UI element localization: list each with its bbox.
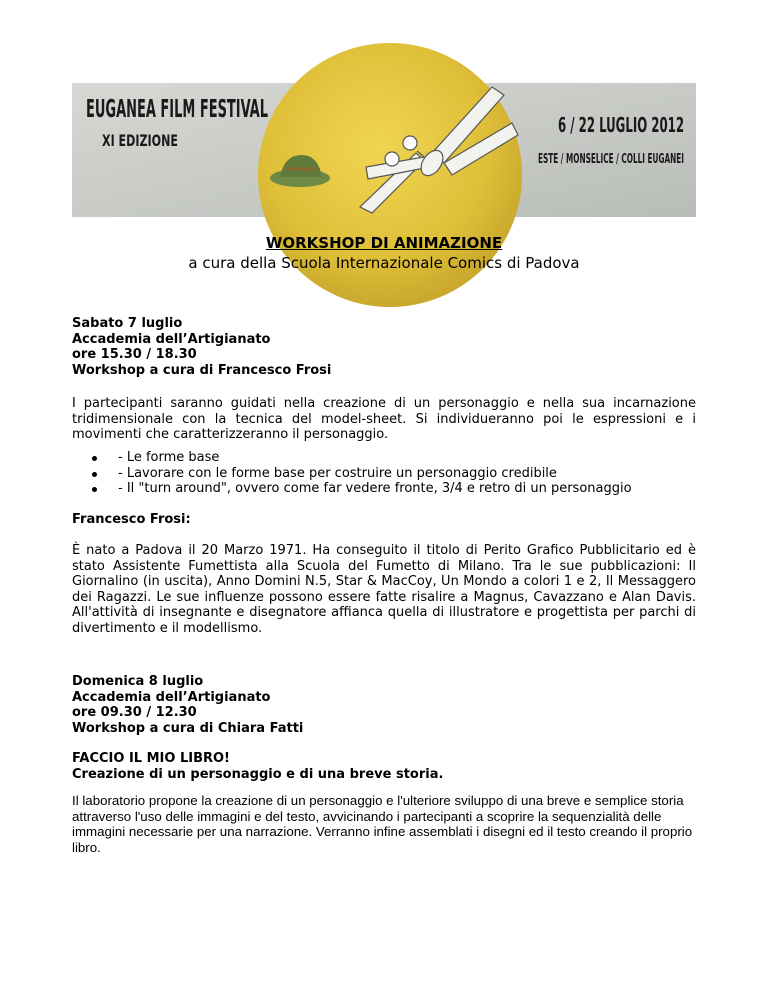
event2-heading: FACCIO IL MIO LIBRO! bbox=[72, 751, 230, 766]
festival-dates: 6 / 22 LUGLIO 2012 bbox=[558, 113, 684, 137]
festival-banner bbox=[72, 83, 696, 217]
event2-time: ore 09.30 / 12.30 bbox=[72, 705, 197, 720]
event1-description: I partecipanti saranno guidati nella creazione di un personaggio e nella sua incarnazione tridimensionale con la tecnica del model-sheet. Si individueranno poi le espressioni e i movimenti che caratterizzeranno il personaggio. bbox=[72, 396, 696, 442]
list-item: - Lavorare con le forme base per costruire un personaggio credibile bbox=[92, 466, 696, 482]
event1-header bbox=[72, 316, 696, 378]
bio-heading: Francesco Frosi: bbox=[72, 512, 191, 527]
page-title: WORKSHOP DI ANIMAZIONE bbox=[265, 234, 503, 252]
event1-day: Sabato 7 luglio bbox=[72, 316, 183, 331]
festival-edition: XI EDIZIONE bbox=[102, 131, 178, 150]
festival-locations: ESTE / MONSELICE / COLLI EUGANEI bbox=[538, 152, 684, 167]
bio-text: È nato a Padova il 20 Marzo 1971. Ha conseguito il titolo di Perito Grafico Pubblicitario ed è stato Assistente Fumettista alla Scuola del Fumetto di Milano. Tra le sue pubblicazioni: Il Giornalino (in uscita), Anno Domini N.5, Star & MacCoy, Un Mondo a colori 1 e 2, Il Messaggero dei Ragazzi. Le sue influenze possono essere fatte risalire a Magnus, Cavazzano e Alan Davis. All'attività di insegnante e disegnatore affianca quella di illustratore e progettista per parchi di divertimento e il modellismo. bbox=[72, 543, 696, 636]
event2-workshop: Workshop a cura di Chiara Fatti bbox=[72, 720, 304, 736]
page-subtitle: a cura della Scuola Internazionale Comics di Padova bbox=[188, 254, 580, 272]
event2-heading-block bbox=[72, 751, 696, 782]
event2-subheading: Creazione di un personaggio e di una breve storia. bbox=[72, 766, 444, 782]
list-item: - Il "turn around", ovvero come far vedere fronte, 3/4 e retro di un personaggio bbox=[92, 481, 696, 497]
event2-place: Accademia dell’Artigianato bbox=[72, 689, 271, 705]
list-item: - Le forme base bbox=[92, 450, 696, 466]
event2-day: Domenica 8 luglio bbox=[72, 674, 204, 689]
event1-workshop: Workshop a cura di Francesco Frosi bbox=[72, 362, 332, 378]
event1-time: ore 15.30 / 18.30 bbox=[72, 347, 197, 362]
festival-banner-art bbox=[72, 83, 696, 217]
event2-description: Il laboratorio propone la creazione di un personaggio e l'ulteriore sviluppo di una breve e semplice storia attraverso l'uso delle immagini e del testo, avvicinando i partecipanti a scoprire la sequenzialità delle immagini necessarie per una narrazione. Verranno infine assemblati i disegni ed il testo creando il proprio libro. bbox=[72, 793, 693, 855]
event1-bullet-list bbox=[72, 450, 696, 497]
event1-place: Accademia dell’Artigianato bbox=[72, 331, 271, 347]
festival-name: EUGANEA FILM FESTIVAL bbox=[86, 94, 268, 123]
heading-block bbox=[0, 233, 768, 273]
event2-header bbox=[72, 674, 696, 736]
